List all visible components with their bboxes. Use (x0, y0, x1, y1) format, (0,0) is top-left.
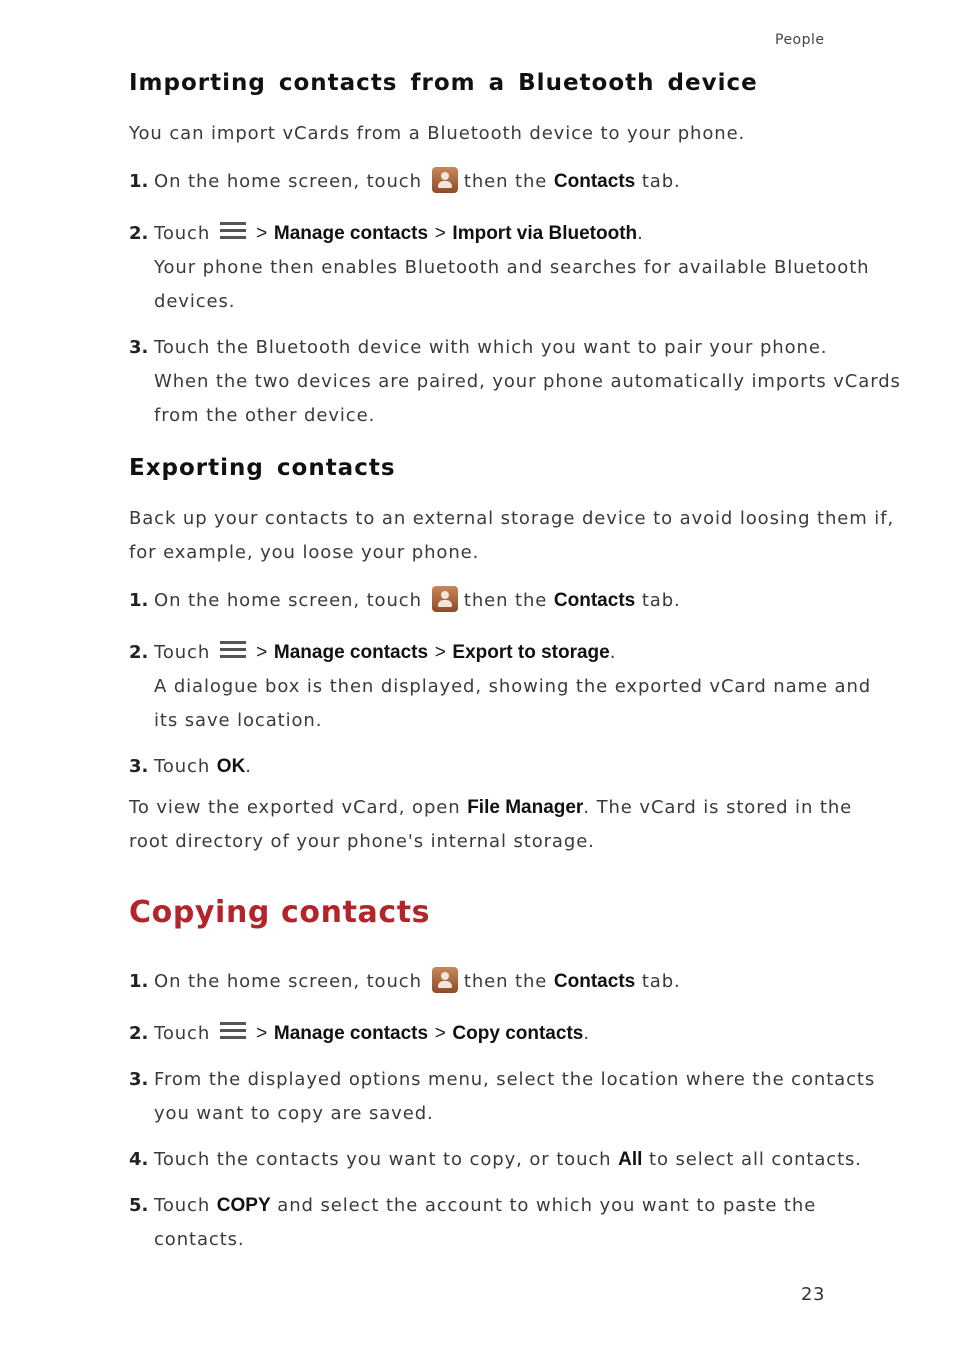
step-text: to select all contacts. (649, 1149, 862, 1170)
import-step-2-desc: devices. (154, 291, 236, 312)
copy-step-3 (129, 1063, 875, 1097)
separator: > (434, 1023, 446, 1044)
chapter-title-copying-contacts: Copying contacts (129, 895, 431, 930)
separator: > (256, 223, 268, 244)
export-note (129, 791, 852, 825)
step-number: 3. (129, 1069, 149, 1090)
step-text: Touch (154, 1195, 211, 1216)
export-intro: Back up your contacts to an external storage device to avoid loosing them if, (129, 508, 895, 529)
step-end: . (245, 756, 252, 777)
import-intro: You can import vCards from a Bluetooth device to your phone. (129, 123, 746, 144)
menu-icon (220, 641, 246, 659)
export-step-2-desc: A dialogue box is then displayed, showing the exported vCard name and (154, 676, 872, 697)
step-text: then the (463, 971, 548, 992)
step-text: On the home screen, touch (154, 171, 422, 192)
step-text: then the (463, 590, 548, 611)
copy-label: COPY (216, 1195, 271, 1216)
copy-step-5 (129, 1189, 816, 1223)
step-text: tab. (641, 590, 681, 611)
step-text: tab. (641, 971, 681, 992)
separator: > (434, 642, 446, 663)
step-text: tab. (641, 171, 681, 192)
step-number: 1. (129, 590, 149, 611)
step-number: 2. (129, 1023, 149, 1044)
step-number: 3. (129, 756, 149, 777)
step-number: 5. (129, 1195, 149, 1216)
all-label: All (618, 1149, 643, 1170)
step-end: . (583, 1023, 590, 1044)
separator: > (256, 642, 268, 663)
copy-step-5-line2: contacts. (154, 1229, 245, 1250)
import-step-3 (129, 331, 827, 365)
note-text: . The vCard is stored in the (583, 797, 853, 818)
export-intro: for example, you loose your phone. (129, 542, 480, 563)
manage-contacts-label: Manage contacts (273, 642, 429, 663)
contacts-tab-label: Contacts (553, 971, 636, 992)
separator: > (256, 1023, 268, 1044)
export-step-2-desc: its save location. (154, 710, 323, 731)
export-to-storage-label: Export to storage (452, 642, 610, 663)
contacts-app-icon (432, 167, 458, 193)
manage-contacts-label: Manage contacts (273, 1023, 429, 1044)
note-text: To view the exported vCard, open (129, 797, 461, 818)
contacts-tab-label: Contacts (553, 590, 636, 611)
import-via-bluetooth-label: Import via Bluetooth (452, 223, 638, 244)
export-step-2 (129, 636, 616, 670)
step-number: 2. (129, 642, 149, 663)
step-text: Touch the Bluetooth device with which you want to pair your phone. (154, 337, 828, 358)
copy-contacts-label: Copy contacts (452, 1023, 584, 1044)
step-number: 1. (129, 971, 149, 992)
heading-import-bluetooth: Importing contacts from a Bluetooth device (129, 70, 758, 96)
menu-icon (220, 222, 246, 240)
step-text: Touch the contacts you want to copy, or touch (154, 1149, 612, 1170)
import-step-2 (129, 217, 644, 251)
import-step-3-desc: When the two devices are paired, your phone automatically imports vCards (154, 371, 901, 392)
page-number: 23 (801, 1284, 825, 1305)
step-text: Touch (154, 756, 211, 777)
copy-step-2 (129, 1017, 590, 1051)
step-text: From the displayed options menu, select the location where the contacts (154, 1069, 876, 1090)
export-step-3 (129, 750, 252, 784)
step-number: 4. (129, 1149, 149, 1170)
copy-step-3-line2: you want to copy are saved. (154, 1103, 434, 1124)
contacts-tab-label: Contacts (553, 171, 636, 192)
step-text: On the home screen, touch (154, 971, 422, 992)
step-number: 1. (129, 171, 149, 192)
import-step-1 (129, 165, 681, 199)
step-text: then the (463, 171, 548, 192)
contacts-app-icon (432, 586, 458, 612)
contacts-app-icon (432, 967, 458, 993)
file-manager-label: File Manager (467, 797, 584, 818)
section-label: People (775, 32, 825, 48)
export-note-line2: root directory of your phone's internal storage. (129, 831, 595, 852)
step-end: . (609, 642, 617, 663)
export-step-1 (129, 584, 681, 618)
heading-exporting-contacts: Exporting contacts (129, 455, 396, 481)
manage-contacts-label: Manage contacts (273, 223, 429, 244)
copy-step-1 (129, 965, 681, 999)
ok-label: OK (216, 756, 246, 777)
step-number: 2. (129, 223, 149, 244)
step-text: On the home screen, touch (154, 590, 422, 611)
step-text: Touch (154, 642, 211, 663)
step-number: 3. (129, 337, 149, 358)
step-text: Touch (154, 1023, 211, 1044)
menu-icon (220, 1022, 246, 1040)
import-step-2-desc: Your phone then enables Bluetooth and searches for available Bluetooth (154, 257, 870, 278)
separator: > (434, 223, 446, 244)
import-step-3-desc: from the other device. (154, 405, 376, 426)
step-text: Touch (154, 223, 211, 244)
step-end: . (637, 223, 644, 244)
step-text: and select the account to which you want to paste the (277, 1195, 817, 1216)
copy-step-4 (129, 1143, 862, 1177)
